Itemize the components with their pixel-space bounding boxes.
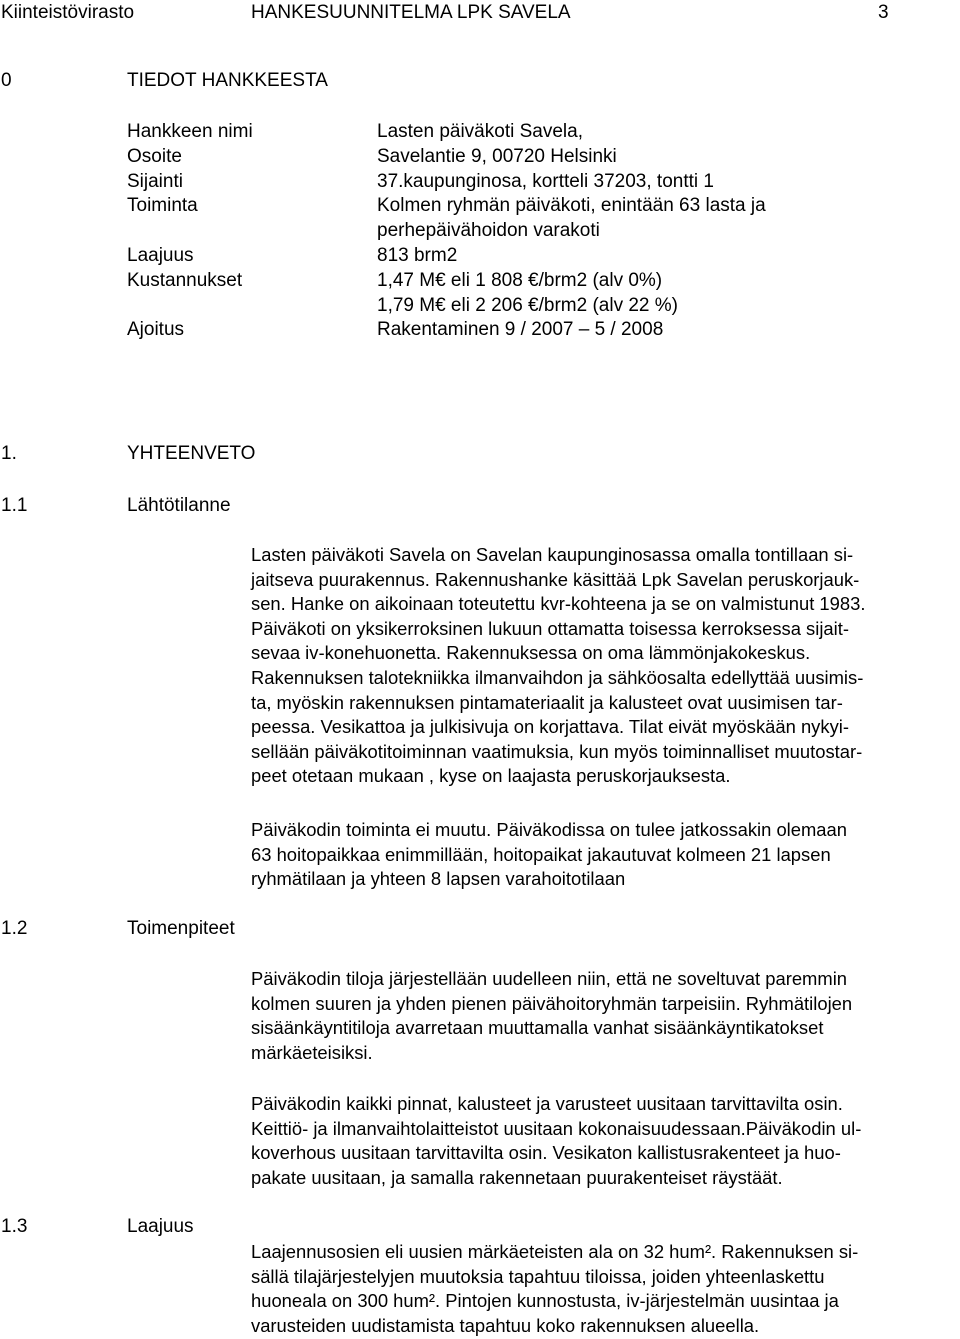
- info-value: 37.kaupunginosa, kortteli 37203, tontti 1: [377, 170, 714, 192]
- text-line: sevaa iv-konehuonetta. Rakennuksessa on oma lämmönjakokeskus.: [251, 642, 811, 664]
- text-line: Päiväkodin kaikki pinnat, kalusteet ja varusteet uusitaan tarvittavilta osin.: [251, 1093, 843, 1114]
- text-line: Päiväkodin toiminta ei muutu. Päiväkodissa on tulee jatkossakin olemaan: [251, 819, 847, 840]
- header-organization: Kiinteistövirasto: [1, 2, 135, 23]
- info-label: Sijainti: [127, 170, 183, 192]
- section-1-3-title: Laajuus: [127, 1216, 194, 1237]
- text-line: ryhmätilaan ja yhteen 8 lapsen varahoitotilaan: [251, 868, 626, 890]
- section-1-number: 1.: [1, 443, 17, 464]
- text-line: sällä tilajärjestelyjen muutoksia tapahtuu tiloissa, joiden yhteenlaskettu: [251, 1265, 825, 1287]
- info-label: Kustannukset: [127, 269, 243, 291]
- text-line: koverhous uusitaan tarvittavilta osin. Vesikaton kallistusrakenteet ja huo-: [251, 1142, 841, 1164]
- text-line: Päiväkodin tiloja järjestellään uudelleen niin, että ne soveltuvat paremmin: [251, 968, 848, 989]
- section-1-3-number: 1.3: [1, 1216, 28, 1237]
- info-value: perhepäivähoidon varakoti: [377, 220, 600, 242]
- info-label: Osoite: [127, 145, 182, 167]
- text-line: huoneala on 300 hum². Pintojen kunnostusta, iv-järjestelmän uusintaa ja: [251, 1290, 839, 1312]
- info-label: Hankkeen nimi: [127, 121, 253, 142]
- text-line: varusteiden uudistamista tapahtuu koko rakennuksen alueella.: [251, 1314, 760, 1336]
- text-line: Keittiö- ja ilmanvaihtolaitteistot uusitaan kokonaisuudessaan.Päiväkodin ul-: [251, 1117, 862, 1139]
- info-value: Rakentaminen 9 / 2007 – 5 / 2008: [377, 319, 664, 341]
- text-line: 63 hoitopaikkaa enimmillään, hoitopaikat jakautuvat kolmeen 21 lapsen: [251, 843, 831, 865]
- section-0-title: TIEDOT HANKKEESTA: [127, 70, 328, 91]
- text-line: kolmen suuren ja yhden pienen päivähoitoryhmän tarpeisiin. Ryhmätilojen: [251, 992, 853, 1014]
- section-1-3-paragraph-1: [251, 1240, 956, 1338]
- text-line: Lasten päiväkoti Savela on Savelan kaupunginosassa omalla tontillaan si-: [251, 544, 854, 565]
- info-label: Laajuus: [127, 245, 194, 266]
- text-line: peessa. Vesikattoa ja julkisivuja on korjattava. Tilat eivät myöskään nykyi-: [251, 716, 849, 738]
- section-0-number: 0: [1, 70, 12, 91]
- text-line: sellään päiväkotitoiminnan vaatimuksia, kun myös toiminnalliset muutostar-: [251, 740, 863, 762]
- section-1-1-paragraph-2: [251, 818, 956, 892]
- text-line: sisäänkäyntitiloja avarretaan muuttamalla vanhat sisäänkäyntikatokset: [251, 1017, 824, 1039]
- section-1-1-title: Lähtötilanne: [127, 495, 231, 516]
- header-document-title: HANKESUUNNITELMA LPK SAVELA: [251, 2, 571, 23]
- text-line: märkäeteisiksi.: [251, 1041, 373, 1063]
- text-line: Päiväkoti on yksikerroksinen lukuun ottamatta toisessa kerroksessa sijait-: [251, 617, 849, 639]
- info-value: Lasten päiväkoti Savela,: [377, 121, 583, 142]
- section-1-title: YHTEENVETO: [127, 443, 256, 464]
- info-value: 1,79 M€ eli 2 206 €/brm2 (alv 22 %): [377, 294, 678, 316]
- text-line: sen. Hanke on aikoinaan toteutettu kvr-kohteena ja se on valmistunut 1983.: [251, 593, 866, 615]
- section-1-1-paragraph-1: [251, 543, 956, 789]
- text-line: jaitseva puurakennus. Rakennushanke käsittää Lpk Savelan peruskorjauk-: [251, 568, 860, 590]
- text-line: pakate uusitaan, ja samalla rakennetaan puurakenteiset räystäät.: [251, 1166, 783, 1188]
- info-value: Savelantie 9, 00720 Helsinki: [377, 145, 617, 167]
- info-label: Toiminta: [127, 195, 198, 217]
- header-page-number: 3: [878, 2, 889, 23]
- text-line: Rakennuksen talotekniikka ilmanvaihdon ja sähköosalta edellyttää uusimis-: [251, 666, 864, 688]
- section-1-1-number: 1.1: [1, 495, 28, 516]
- section-1-2-paragraph-2: [251, 1092, 956, 1190]
- text-line: Laajennusosien eli uusien märkäeteisten ala on 32 hum². Rakennuksen si-: [251, 1241, 859, 1262]
- text-line: peet otetaan mukaan , kyse on laajasta peruskorjauksesta.: [251, 765, 731, 787]
- section-1-2-paragraph-1: [251, 967, 956, 1065]
- info-value: 813 brm2: [377, 245, 458, 266]
- section-1-2-title: Toimenpiteet: [127, 918, 235, 939]
- text-line: ta, myöskin rakennuksen pintamateriaalit ja kalusteet ovat uusimisen tar-: [251, 691, 843, 713]
- section-1-2-number: 1.2: [1, 918, 28, 939]
- info-value: 1,47 M€ eli 1 808 €/brm2 (alv 0%): [377, 269, 663, 291]
- info-value: Kolmen ryhmän päiväkoti, enintään 63 lasta ja: [377, 195, 766, 217]
- info-label: Ajoitus: [127, 319, 185, 341]
